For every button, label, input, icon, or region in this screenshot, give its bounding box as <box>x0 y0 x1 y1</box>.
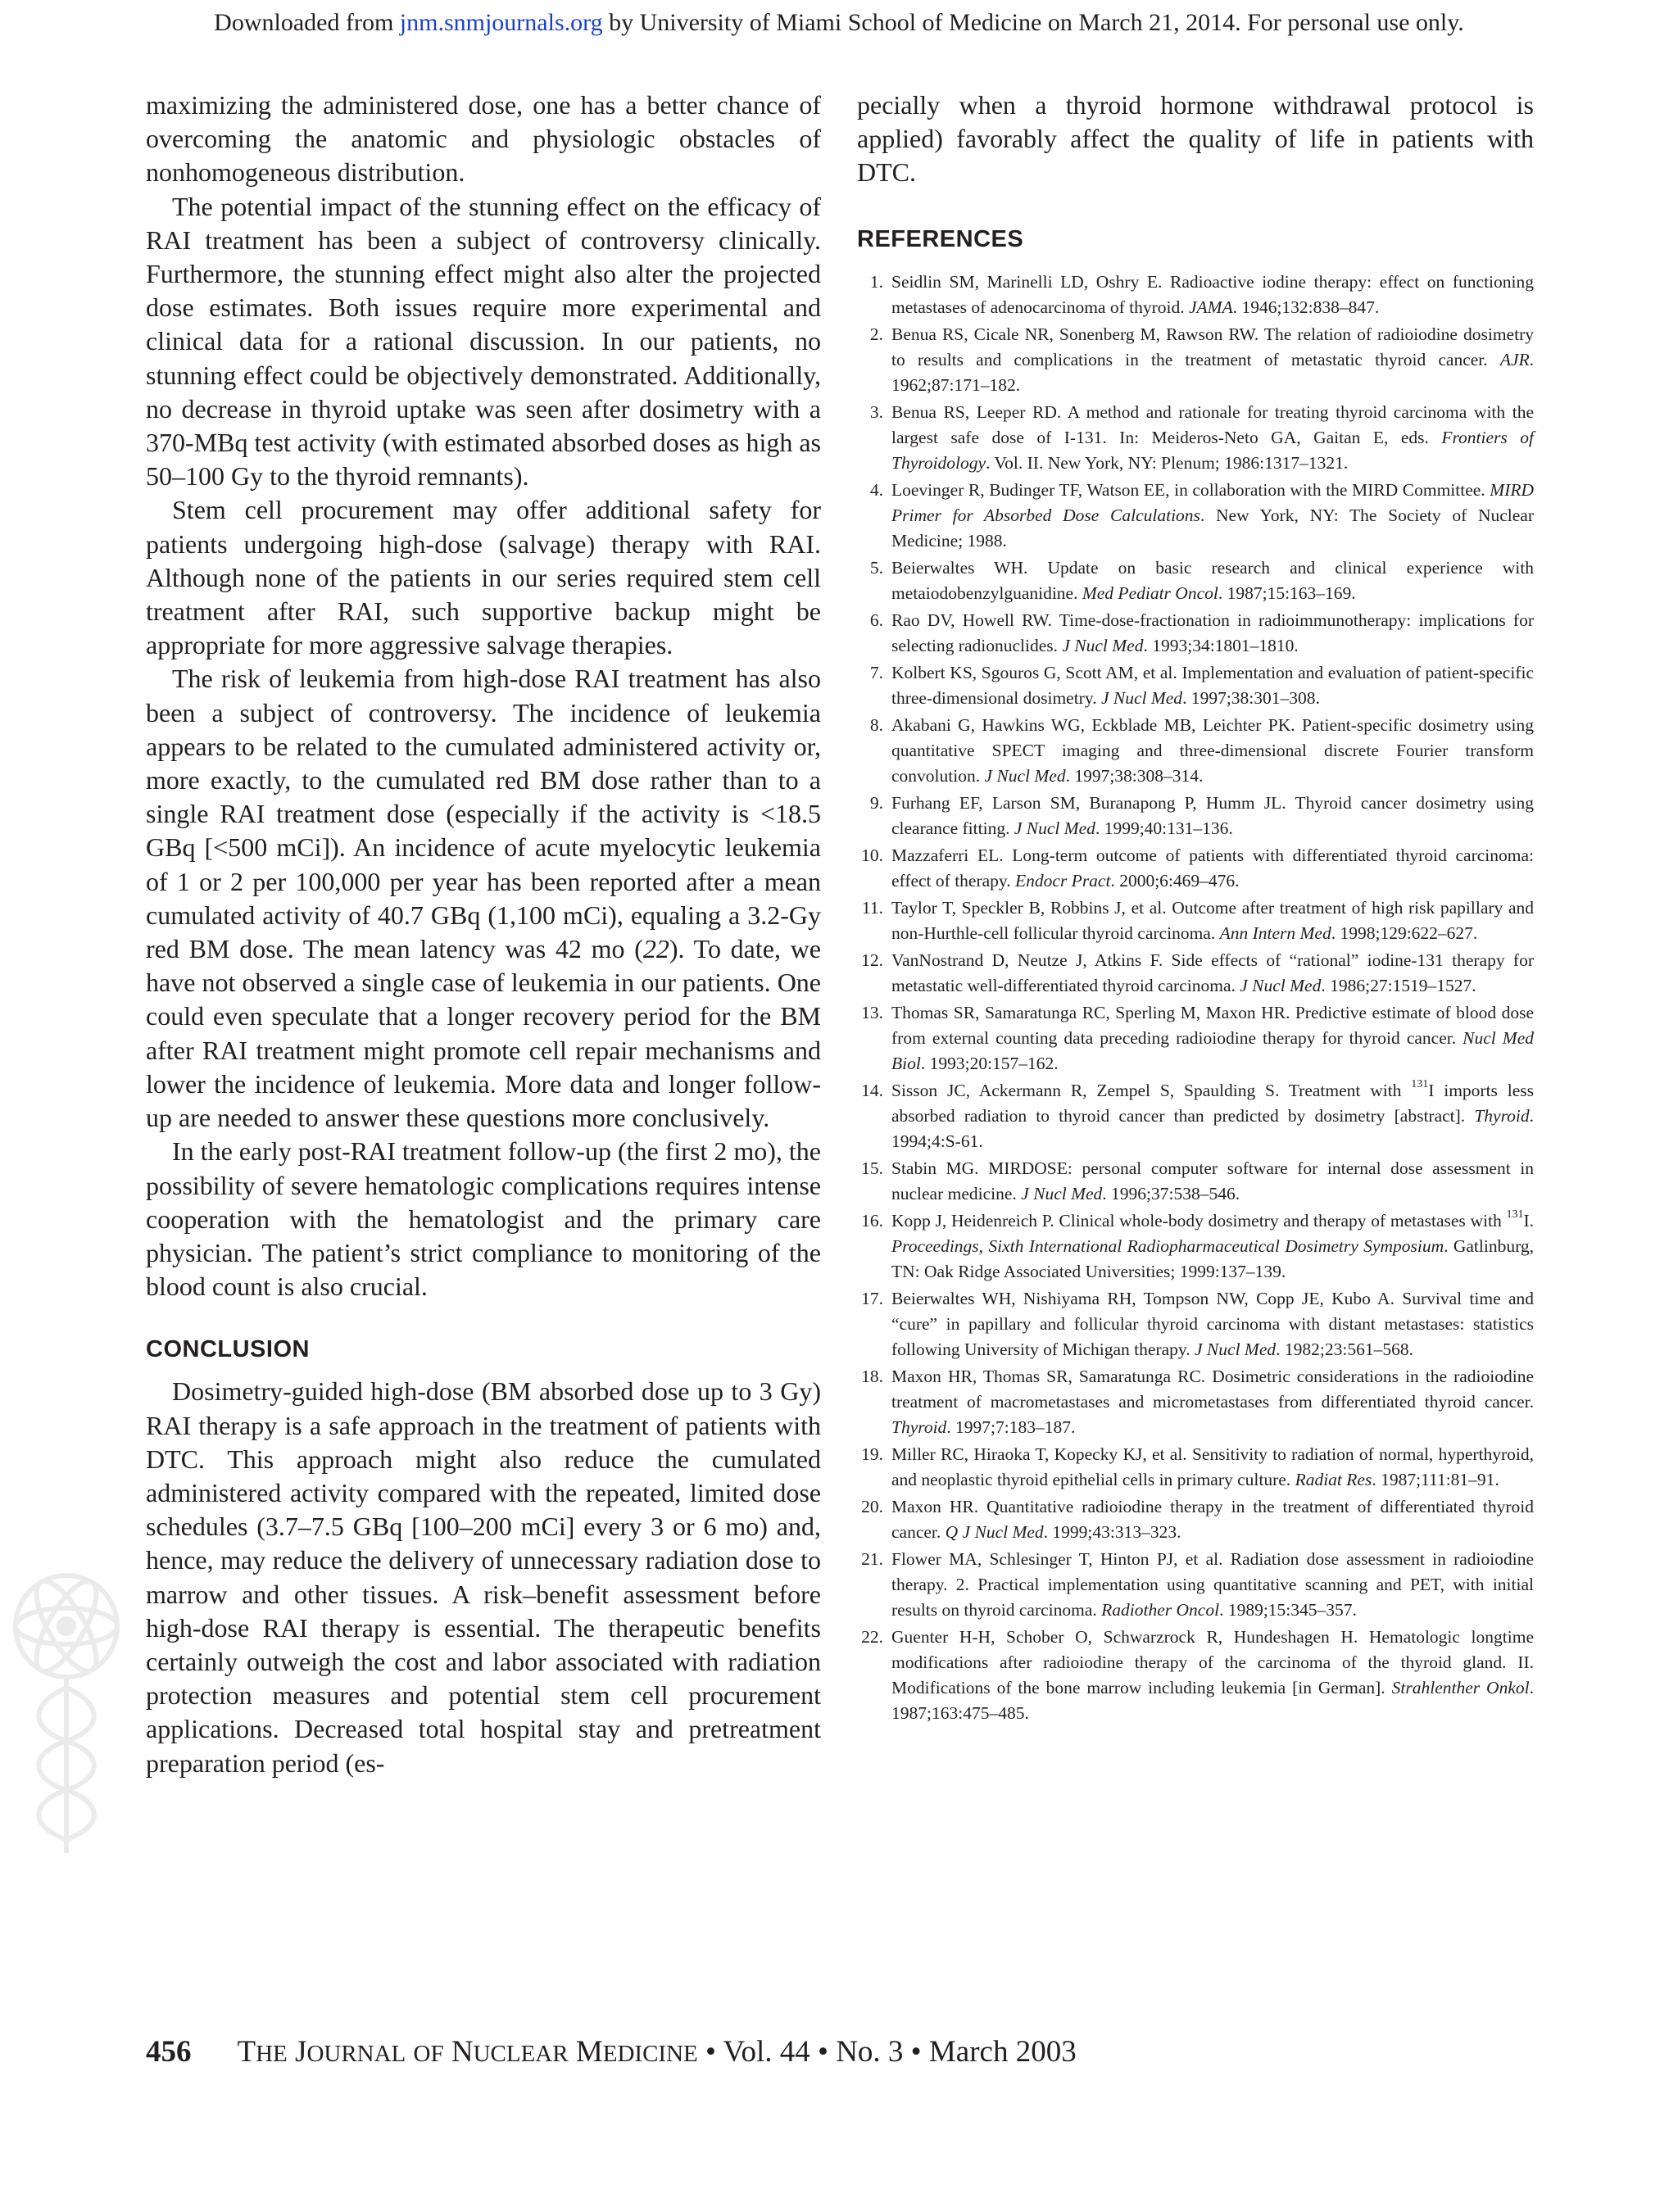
body-paragraph: The potential impact of the stunning effect on the efficacy of RAI treatment has been a subject of controversy clinically. Furthermore, the stunning effect might also alter the projected dose estimates. Both issues require more experimental and clinical data for a rational discussion. In our patients, no stunning effect could be objectively demonstrated. Additionally, no decrease in thyroid uptake was seen after dosimetry with a 370-MBq test activity (with estimated absorbed doses as high as 50–100 Gy to the thyroid remnants). <box>146 191 821 492</box>
body-paragraph: The risk of leukemia from high-dose RAI treatment has also been a subject of controversy. The incidence of leukemia appears to be related to the cumulated administered activity or, more exactly, to the cumulated red BM dose rather than to a single RAI treatment dose (especially if the activity is <18.5 GBq [<500 mCi]). An incidence of acute myelocytic leukemia of 1 or 2 per 100,000 per year has been reported after a mean cumulated activity of 40.7 GBq (1,100 mCi), equaling a 3.2-Gy red BM dose. The mean latency was 42 mo (22). To date, we have not observed a single case of leukemia in our patients. One could even speculate that a longer recovery period for the BM after RAI treatment might promote cell repair mechanisms and lower the incidence of leukemia. More data and longer follow-up are needed to answer these questions more conclusively. <box>146 664 822 1133</box>
banner-prefix: Downloaded from <box>214 9 400 36</box>
reference-number: 22. <box>861 1626 883 1647</box>
right-column <box>857 88 1534 1728</box>
reference-item <box>857 1364 1534 1440</box>
reference-text: Sisson JC, Ackermann R, Zempel S, Spaulding S. Treatment with $^{131}$I imports less absorbed radiation to thyroid cancer than predicted by dosimetry [abstract]. Thyroid. 1994;4:S-61. <box>891 1077 1535 1151</box>
reference-text: Taylor T, Speckler B, Robbins J, et al. Outcome after treatment of high risk papillary and non-Hurthle-cell follicular thyroid carcinoma. Ann Intern Med. 1998;129:622–627. <box>891 897 1534 943</box>
left-column <box>146 88 821 1780</box>
continuation-paragraph: pecially when a thyroid hormone withdrawal protocol is applied) favorably affect the quality of life in patients with DTC. <box>857 90 1534 188</box>
reference-item <box>857 1156 1534 1207</box>
reference-item <box>857 843 1534 894</box>
reference-number: 5. <box>869 557 883 578</box>
reference-number: 9. <box>869 792 883 813</box>
journal-name: THE JOURNAL OF NUCLEAR MEDICINE <box>237 2035 698 2069</box>
reference-number: 13. <box>861 1002 883 1022</box>
reference-text: VanNostrand D, Neutze J, Atkins F. Side effects of “rational” iodine-131 therapy for metastatic well-differentiated thyroid carcinoma. J Nucl Med. 1986;27:1519–1527. <box>891 950 1534 995</box>
reference-item <box>857 608 1534 659</box>
body-paragraph: maximizing the administered dose, one has a better chance of overcoming the anatomic and physiologic obstacles of nonhomogeneous distribution. <box>146 90 821 188</box>
reference-text: Furhang EF, Larson SM, Buranapong P, Humm JL. Thyroid cancer dosimetry using clearance fitting. J Nucl Med. 1999;40:131–136. <box>891 792 1534 838</box>
reference-number: 4. <box>869 479 883 500</box>
reference-item <box>857 1208 1534 1285</box>
reference-text: Maxon HR. Quantitative radioiodine therapy in the treatment of differentiated thyroid cancer. Q J Nucl Med. 1999;43:313–323. <box>891 1496 1534 1542</box>
body-paragraph: In the early post-RAI treatment follow-up (the first 2 mo), the possibility of severe hematologic complications requires intense cooperation with the hematologist and the primary care physician. The patient’s strict compliance to monitoring of the blood count is also crucial. <box>146 1136 821 1302</box>
reference-number: 18. <box>861 1366 883 1386</box>
reference-text: Benua RS, Leeper RD. A method and rationale for treating thyroid carcinoma with the largest safe dose of I-131. In: Meideros-Neto GA, Gaitan E, eds. Frontiers of Thyroidology. Vol. II. New York, NY: Plenum; 1986:1317–1321. <box>891 401 1534 473</box>
journal-site-link[interactable]: jnm.snmjournals.org <box>399 9 603 36</box>
reference-number: 14. <box>861 1080 883 1100</box>
reference-item <box>857 1547 1534 1623</box>
issue-info: • Vol. 44 • No. 3 • March 2003 <box>697 2035 1077 2069</box>
reference-text: Maxon HR, Thomas SR, Samaratunga RC. Dosimetric considerations in the radioiodine treatment of macrometastases and micrometastases from differentiated thyroid cancer. Thyroid. 1997;7:183–187. <box>891 1366 1534 1437</box>
reference-text: Miller RC, Hiraoka T, Kopecky KJ, et al. Sensitivity to radiation of normal, hyperthyroid, and neoplastic thyroid epithelial cells in primary culture. Radiat Res. 1987;111:81–91. <box>891 1444 1534 1489</box>
reference-text: Akabani G, Hawkins WG, Eckblade MB, Leichter PK. Patient-specific dosimetry using quantitative SPECT imaging and three-dimensional discrete Fourier transform convolution. J Nucl Med. 1997;38:308–314. <box>891 714 1534 786</box>
reference-item <box>857 1000 1534 1077</box>
reference-item <box>857 791 1534 841</box>
reference-item <box>857 322 1534 398</box>
reference-item <box>857 1442 1534 1493</box>
reference-number: 17. <box>861 1288 883 1308</box>
reference-number: 15. <box>861 1158 883 1178</box>
body-paragraph: Stem cell procurement may offer additional safety for patients undergoing high-dose (salvage) therapy with RAI. Although none of the patients in our series required stem cell treatment after RAI, such supportive backup might be appropriate for more aggressive salvage therapies. <box>146 495 821 660</box>
page-number: 456 <box>146 2035 192 2069</box>
conclusion-paragraph: Dosimetry-guided high-dose (BM absorbed dose up to 3 Gy) RAI therapy is a safe approach in the treatment of patients with DTC. This approach might also reduce the cumulated administered activity compared with the repeated, limited dose schedules (3.7–7.5 GBq [100–200 mCi] every 3 or 6 mo) and, hence, may reduce the delivery of unnecessary radiation dose to marrow and other tissues. A risk–benefit assessment before high-dose RAI therapy is essential. The therapeutic benefits certainly outweigh the cost and labor associated with radiation protection measures and potential stem cell procurement applications. Decreased total hospital stay and pretreatment preparation period (es- <box>146 1376 821 1778</box>
reference-text: Thomas SR, Samaratunga RC, Sperling M, Maxon HR. Predictive estimate of blood dose from external counting data preceding radioiodine therapy for thyroid cancer. Nucl Med Biol. 1993;20:157–162. <box>891 1002 1534 1073</box>
reference-item <box>857 555 1534 606</box>
reference-list <box>857 270 1534 1726</box>
reference-number: 10. <box>861 845 883 865</box>
reference-text: Mazzaferri EL. Long-term outcome of patients with differentiated thyroid carcinoma: effect of therapy. Endocr Pract. 2000;6:469–476. <box>891 845 1534 891</box>
reference-number: 12. <box>861 950 883 970</box>
reference-text: Seidlin SM, Marinelli LD, Oshry E. Radioactive iodine therapy: effect on functioning metastases of adenocarcinoma of thyroid. JAMA. 1946;132:838–847. <box>891 271 1534 317</box>
reference-item <box>857 713 1534 789</box>
reference-number: 6. <box>869 610 883 630</box>
reference-item <box>857 478 1534 554</box>
reference-number: 20. <box>861 1496 883 1516</box>
reference-number: 2. <box>869 324 883 344</box>
reference-item <box>857 948 1534 999</box>
reference-item <box>857 1494 1534 1545</box>
reference-number: 7. <box>869 662 883 682</box>
banner-suffix: by University of Miami School of Medicine on March 21, 2014. For personal use only. <box>602 9 1464 36</box>
reference-text: Stabin MG. MIRDOSE: personal computer software for internal dose assessment in nuclear medicine. J Nucl Med. 1996;37:538–546. <box>891 1158 1534 1203</box>
reference-text: Beierwaltes WH, Nishiyama RH, Tompson NW, Copp JE, Kubo A. Survival time and “cure” in papillary and follicular thyroid carcinoma with distant metastases: statistics following University of Michigan therapy. J Nucl Med. 1982;23:561–568. <box>891 1288 1534 1359</box>
references-heading: REFERENCES <box>857 225 1024 252</box>
reference-text: Kolbert KS, Sgouros G, Scott AM, et al. Implementation and evaluation of patient-specific three-dimensional dosimetry. J Nucl Med. 1997;38:301–308. <box>891 662 1534 708</box>
conclusion-heading: CONCLUSION <box>146 1336 310 1363</box>
reference-item <box>857 1078 1534 1154</box>
reference-item <box>857 660 1534 711</box>
reference-number: 3. <box>869 401 883 422</box>
reference-number: 1. <box>869 271 883 292</box>
reference-item <box>857 1286 1534 1362</box>
reference-item <box>857 400 1534 476</box>
reference-text: Beierwaltes WH. Update on basic research and clinical experience with metaiodobenzylguanidine. Med Pediatr Oncol. 1987;15:163–169. <box>891 557 1534 603</box>
reference-number: 8. <box>869 714 883 735</box>
reference-text: Flower MA, Schlesinger T, Hinton PJ, et al. Radiation dose assessment in radioiodine therapy. 2. Practical implementation using quantitative scanning and PET, with initial results on thyroid carcinoma. Radiother Oncol. 1989;15:345–357. <box>891 1548 1534 1620</box>
reference-number: 19. <box>861 1444 883 1464</box>
download-banner <box>98 7 1580 39</box>
reference-number: 21. <box>861 1548 883 1569</box>
reference-item <box>857 1625 1534 1726</box>
reference-text: Guenter H-H, Schober O, Schwarzrock R, Hundeshagen H. Hematologic longtime modifications after radioiodine therapy of the carcinoma of the thyroid gland. II. Modifications of the bone marrow including leukemia [in German]. Strahlenther Onkol. 1987;163:475–485. <box>891 1626 1534 1723</box>
reference-number: 16. <box>861 1210 883 1231</box>
reference-text: Loevinger R, Budinger TF, Watson EE, in collaboration with the MIRD Committee. MIRD Primer for Absorbed Dose Calculations. New York, NY: The Society of Nuclear Medicine; 1988. <box>891 479 1534 551</box>
page-footer <box>146 2034 1077 2069</box>
reference-item <box>857 895 1534 946</box>
snm-logo-watermark <box>5 1565 128 1860</box>
reference-text: Benua RS, Cicale NR, Sonenberg M, Rawson RW. The relation of radioiodine dosimetry to results and complications in the treatment of metastatic thyroid cancer. AJR. 1962;87:171–182. <box>891 324 1534 395</box>
reference-number: 11. <box>861 897 883 918</box>
reference-text: Rao DV, Howell RW. Time-dose-fractionation in radioimmunotherapy: implications for selecting radionuclides. J Nucl Med. 1993;34:1801–1810. <box>891 610 1534 655</box>
reference-text: Kopp J, Heidenreich P. Clinical whole-body dosimetry and therapy of metastases with $^{131}$I. Proceedings, Sixth International Radiopharmaceutical Dosimetry Symposium. Gatlinburg, TN: Oak Ridge Associated Universities; 1999:137–139. <box>891 1208 1534 1281</box>
reference-item <box>857 270 1534 320</box>
